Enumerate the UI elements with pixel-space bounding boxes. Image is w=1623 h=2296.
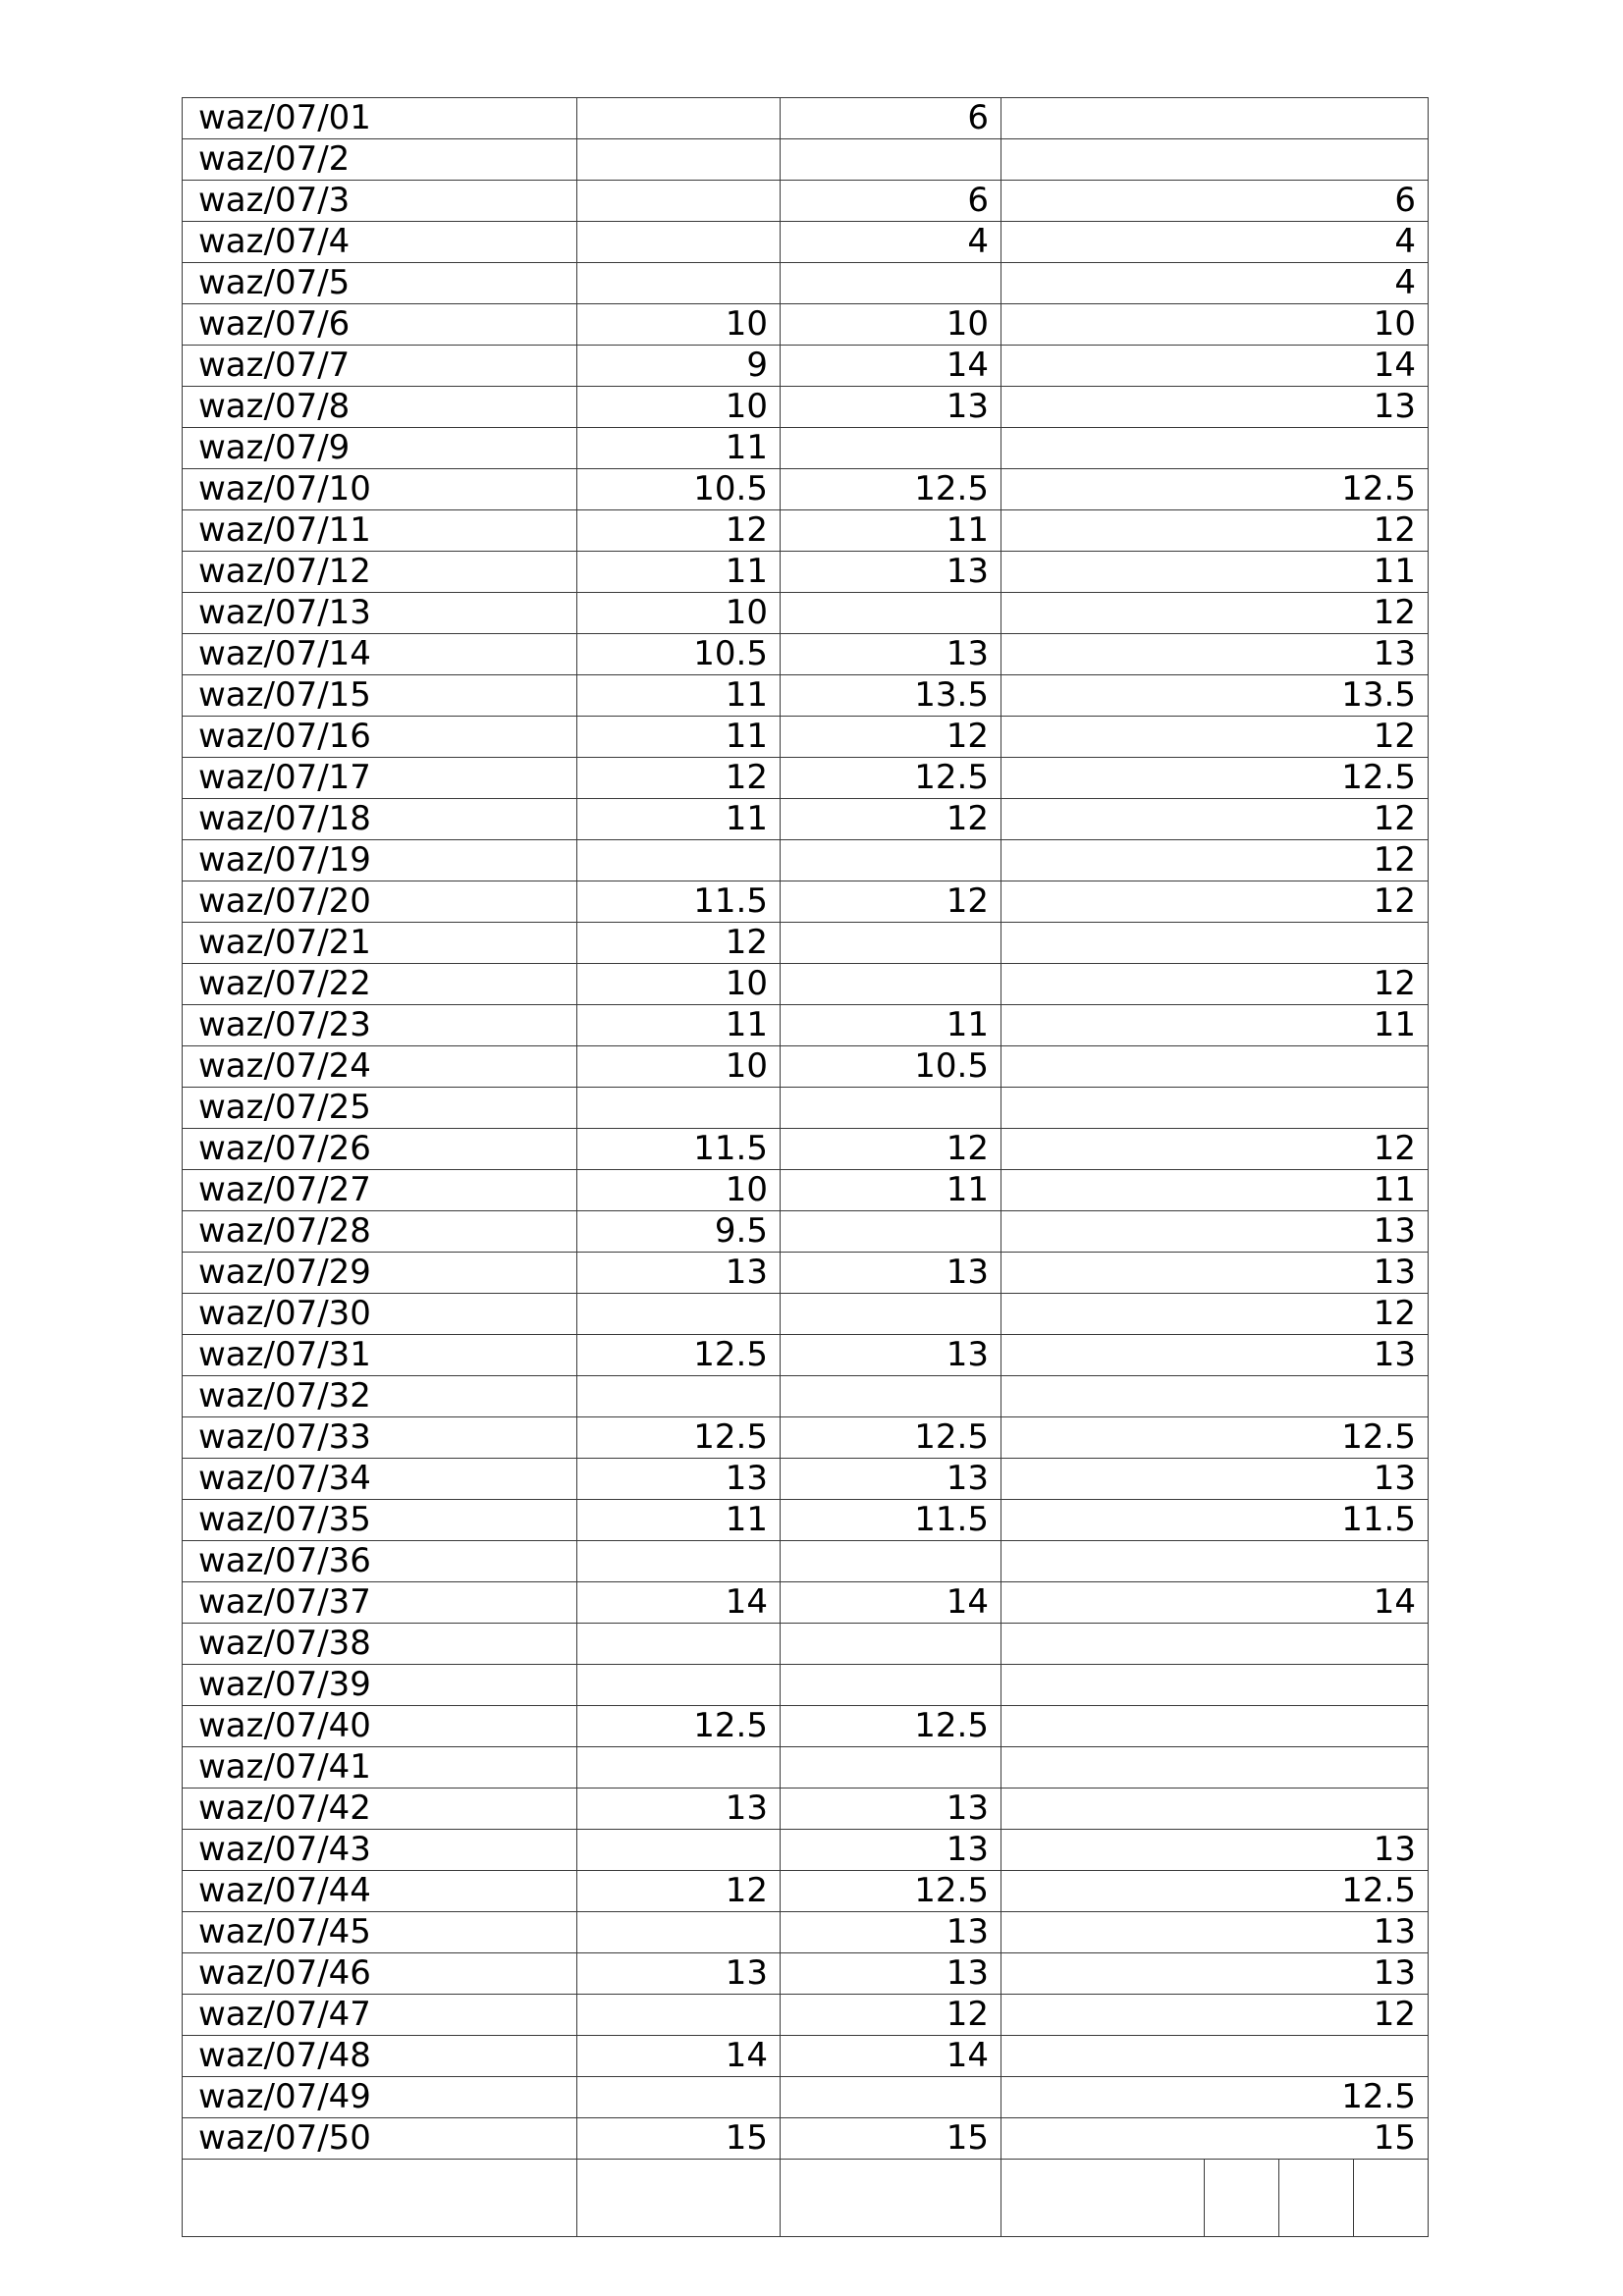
value-c-cell: 12 [1001,1995,1429,2036]
value-b-cell: 12 [781,717,1001,758]
row-id-cell: waz/07/17 [183,758,577,799]
value-c-cell [1001,923,1429,964]
value-a-cell: 11 [577,1005,781,1046]
value-a-cell [577,840,781,881]
row-id-cell: waz/07/39 [183,1665,577,1706]
row-id-cell: waz/07/20 [183,881,577,923]
value-b-cell [781,1211,1001,1253]
value-b-cell [781,923,1001,964]
table-row [183,222,1429,263]
value-c-cell [1001,139,1429,181]
table-row [183,1624,1429,1665]
value-a-cell: 9.5 [577,1211,781,1253]
value-a-cell: 11 [577,428,781,469]
footer-sub-cell [1204,2160,1278,2236]
row-id-cell: waz/07/49 [183,2077,577,2118]
value-a-cell: 13 [577,1953,781,1995]
value-a-cell: 11 [577,552,781,593]
table-row [183,1088,1429,1129]
value-a-cell: 13 [577,1789,781,1830]
row-id-cell: waz/07/42 [183,1789,577,1830]
value-b-cell [781,1088,1001,1129]
table-row [183,1871,1429,1912]
table-row [183,304,1429,346]
table-row [183,1665,1429,1706]
row-id-cell: waz/07/14 [183,634,577,675]
row-id-cell: waz/07/48 [183,2036,577,2077]
value-c-cell: 12 [1001,510,1429,552]
value-c-cell: 14 [1001,346,1429,387]
row-id-cell: waz/07/29 [183,1253,577,1294]
table-row [183,1211,1429,1253]
table-row [183,1747,1429,1789]
row-id-cell: waz/07/46 [183,1953,577,1995]
row-id-cell: waz/07/30 [183,1294,577,1335]
table-row [183,263,1429,304]
row-id-cell: waz/07/35 [183,1500,577,1541]
value-a-cell [577,1624,781,1665]
row-id-cell: waz/07/5 [183,263,577,304]
value-c-cell: 4 [1001,222,1429,263]
value-a-cell: 10 [577,387,781,428]
table-row [183,717,1429,758]
row-id-cell: waz/07/4 [183,222,577,263]
value-a-cell [577,263,781,304]
row-id-cell: waz/07/7 [183,346,577,387]
value-c-cell: 14 [1001,1582,1429,1624]
row-id-cell: waz/07/01 [183,98,577,139]
footer-cell-c [1001,2160,1429,2237]
value-c-cell [1001,1046,1429,1088]
value-a-cell: 15 [577,2118,781,2160]
value-b-cell: 12 [781,1995,1001,2036]
table-row [183,1335,1429,1376]
value-b-cell: 13 [781,634,1001,675]
value-a-cell: 12 [577,510,781,552]
row-id-cell: waz/07/31 [183,1335,577,1376]
table-row [183,799,1429,840]
row-id-cell: waz/07/22 [183,964,577,1005]
value-a-cell: 13 [577,1459,781,1500]
table-row [183,1046,1429,1088]
value-b-cell [781,1624,1001,1665]
table-row [183,1459,1429,1500]
table-row [183,510,1429,552]
value-c-cell: 11 [1001,1170,1429,1211]
table-row [183,1005,1429,1046]
value-c-cell: 12 [1001,881,1429,923]
value-c-cell: 12.5 [1001,1417,1429,1459]
value-b-cell: 13 [781,1953,1001,1995]
value-b-cell: 12.5 [781,469,1001,510]
table-row [183,1706,1429,1747]
value-b-cell [781,1747,1001,1789]
value-b-cell: 13 [781,1459,1001,1500]
value-b-cell [781,263,1001,304]
table-row [183,139,1429,181]
table-row [183,1582,1429,1624]
value-c-cell: 12.5 [1001,1871,1429,1912]
value-c-cell: 12 [1001,1294,1429,1335]
row-id-cell: waz/07/21 [183,923,577,964]
table-row [183,552,1429,593]
value-a-cell: 10.5 [577,469,781,510]
value-b-cell: 13 [781,1789,1001,1830]
row-id-cell: waz/07/13 [183,593,577,634]
value-b-cell: 14 [781,2036,1001,2077]
row-id-cell: waz/07/16 [183,717,577,758]
value-b-cell: 12 [781,881,1001,923]
value-c-cell: 4 [1001,263,1429,304]
value-b-cell: 13 [781,1830,1001,1871]
value-a-cell [577,1541,781,1582]
value-b-cell: 12 [781,799,1001,840]
value-b-cell: 12.5 [781,1871,1001,1912]
value-a-cell: 14 [577,2036,781,2077]
value-b-cell [781,428,1001,469]
table-row [183,2036,1429,2077]
row-id-cell: waz/07/44 [183,1871,577,1912]
value-c-cell [1001,1789,1429,1830]
value-c-cell: 12 [1001,593,1429,634]
value-a-cell [577,1665,781,1706]
value-c-cell: 13 [1001,1335,1429,1376]
table-row [183,469,1429,510]
value-b-cell: 13 [781,1335,1001,1376]
value-c-cell: 13 [1001,634,1429,675]
footer-cell-a [577,2160,781,2237]
footer-sub-cell [1353,2160,1428,2236]
value-b-cell: 12.5 [781,1417,1001,1459]
value-a-cell: 10 [577,1170,781,1211]
value-c-cell: 10 [1001,304,1429,346]
table-row [183,1253,1429,1294]
table-row [183,964,1429,1005]
table-row [183,1170,1429,1211]
value-a-cell: 12.5 [577,1335,781,1376]
row-id-cell: waz/07/28 [183,1211,577,1253]
table-row [183,923,1429,964]
value-c-cell: 13 [1001,1459,1429,1500]
value-c-cell: 13 [1001,1253,1429,1294]
value-b-cell: 12.5 [781,758,1001,799]
row-id-cell: waz/07/34 [183,1459,577,1500]
table-row [183,593,1429,634]
value-a-cell: 10 [577,964,781,1005]
table-row [183,1789,1429,1830]
value-c-cell: 12 [1001,717,1429,758]
table-row [183,675,1429,717]
value-b-cell [781,1294,1001,1335]
value-c-cell: 12 [1001,964,1429,1005]
row-id-cell: waz/07/3 [183,181,577,222]
table-row [183,1129,1429,1170]
value-b-cell: 13 [781,387,1001,428]
value-c-cell: 13 [1001,1211,1429,1253]
value-a-cell: 12.5 [577,1706,781,1747]
value-a-cell [577,2077,781,2118]
table-row [183,428,1429,469]
row-id-cell: waz/07/33 [183,1417,577,1459]
footer-cell-b [781,2160,1001,2237]
value-a-cell: 12 [577,923,781,964]
value-b-cell: 12.5 [781,1706,1001,1747]
value-c-cell [1001,1088,1429,1129]
row-id-cell: waz/07/19 [183,840,577,881]
value-b-cell: 6 [781,181,1001,222]
value-b-cell [781,964,1001,1005]
value-a-cell [577,222,781,263]
row-id-cell: waz/07/6 [183,304,577,346]
value-b-cell: 11.5 [781,1500,1001,1541]
value-c-cell: 13.5 [1001,675,1429,717]
table-row [183,840,1429,881]
value-b-cell [781,1665,1001,1706]
table-row [183,181,1429,222]
value-c-cell: 12.5 [1001,2077,1429,2118]
footer-cell-id [183,2160,577,2237]
table-row [183,1830,1429,1871]
value-b-cell: 13.5 [781,675,1001,717]
value-a-cell [577,139,781,181]
table-row [183,1953,1429,1995]
value-a-cell: 9 [577,346,781,387]
value-c-cell: 12 [1001,1129,1429,1170]
row-id-cell: waz/07/43 [183,1830,577,1871]
value-c-cell [1001,1706,1429,1747]
row-id-cell: waz/07/8 [183,387,577,428]
value-c-cell [1001,1541,1429,1582]
table-row [183,1294,1429,1335]
value-a-cell: 11.5 [577,881,781,923]
value-b-cell: 11 [781,510,1001,552]
row-id-cell: waz/07/11 [183,510,577,552]
value-b-cell: 13 [781,552,1001,593]
row-id-cell: waz/07/23 [183,1005,577,1046]
value-b-cell: 10 [781,304,1001,346]
row-id-cell: waz/07/25 [183,1088,577,1129]
value-c-cell [1001,1747,1429,1789]
value-c-cell: 13 [1001,387,1429,428]
value-a-cell [577,98,781,139]
row-id-cell: waz/07/15 [183,675,577,717]
value-b-cell: 12 [781,1129,1001,1170]
value-c-cell: 6 [1001,181,1429,222]
row-id-cell: waz/07/47 [183,1995,577,2036]
data-table [182,97,1429,2237]
value-a-cell: 11 [577,1500,781,1541]
table-row [183,1912,1429,1953]
table-row [183,2077,1429,2118]
table-row [183,1541,1429,1582]
value-c-cell: 12.5 [1001,469,1429,510]
value-c-cell: 12 [1001,799,1429,840]
table-body [183,98,1429,2160]
value-c-cell [1001,1624,1429,1665]
row-id-cell: waz/07/41 [183,1747,577,1789]
value-b-cell [781,1376,1001,1417]
row-id-cell: waz/07/37 [183,1582,577,1624]
value-b-cell [781,593,1001,634]
footer-sub-cell [1001,2160,1204,2236]
value-a-cell [577,1912,781,1953]
value-b-cell [781,2077,1001,2118]
value-a-cell: 13 [577,1253,781,1294]
value-a-cell: 10 [577,1046,781,1088]
row-id-cell: waz/07/18 [183,799,577,840]
row-id-cell: waz/07/2 [183,139,577,181]
value-a-cell: 10 [577,593,781,634]
value-b-cell: 14 [781,1582,1001,1624]
value-a-cell [577,1995,781,2036]
value-b-cell [781,1541,1001,1582]
value-b-cell: 6 [781,98,1001,139]
value-b-cell: 13 [781,1912,1001,1953]
value-c-cell [1001,1665,1429,1706]
value-a-cell [577,1376,781,1417]
value-a-cell: 14 [577,1582,781,1624]
row-id-cell: waz/07/45 [183,1912,577,1953]
value-b-cell: 11 [781,1005,1001,1046]
table-row [183,387,1429,428]
value-a-cell: 12 [577,758,781,799]
table-row [183,881,1429,923]
value-b-cell: 14 [781,346,1001,387]
row-id-cell: waz/07/50 [183,2118,577,2160]
table-row [183,758,1429,799]
table-row [183,1500,1429,1541]
row-id-cell: waz/07/9 [183,428,577,469]
table-row [183,1376,1429,1417]
value-c-cell: 11 [1001,1005,1429,1046]
value-a-cell: 10 [577,304,781,346]
value-b-cell: 10.5 [781,1046,1001,1088]
value-c-cell: 11.5 [1001,1500,1429,1541]
value-c-cell [1001,428,1429,469]
table-footer-row [183,2160,1429,2237]
value-a-cell: 11 [577,675,781,717]
row-id-cell: waz/07/26 [183,1129,577,1170]
row-id-cell: waz/07/27 [183,1170,577,1211]
value-c-cell: 13 [1001,1830,1429,1871]
row-id-cell: waz/07/32 [183,1376,577,1417]
value-c-cell: 15 [1001,2118,1429,2160]
value-a-cell: 11 [577,799,781,840]
value-a-cell [577,1088,781,1129]
value-b-cell [781,840,1001,881]
value-a-cell: 10.5 [577,634,781,675]
value-b-cell: 13 [781,1253,1001,1294]
table-row [183,634,1429,675]
row-id-cell: waz/07/10 [183,469,577,510]
value-c-cell [1001,98,1429,139]
value-c-cell: 12 [1001,840,1429,881]
value-b-cell: 4 [781,222,1001,263]
row-id-cell: waz/07/36 [183,1541,577,1582]
value-a-cell [577,1294,781,1335]
value-c-cell [1001,1376,1429,1417]
value-a-cell [577,1830,781,1871]
value-a-cell: 12.5 [577,1417,781,1459]
value-c-cell: 11 [1001,552,1429,593]
value-b-cell [781,139,1001,181]
value-a-cell: 11.5 [577,1129,781,1170]
row-id-cell: waz/07/38 [183,1624,577,1665]
table-row [183,1995,1429,2036]
value-c-cell [1001,2036,1429,2077]
value-a-cell: 11 [577,717,781,758]
value-c-cell: 12.5 [1001,758,1429,799]
table-row [183,346,1429,387]
footer-sub-cell [1278,2160,1353,2236]
value-a-cell [577,181,781,222]
row-id-cell: waz/07/12 [183,552,577,593]
table-row [183,2118,1429,2160]
value-a-cell: 12 [577,1871,781,1912]
row-id-cell: waz/07/40 [183,1706,577,1747]
value-b-cell: 11 [781,1170,1001,1211]
table-row [183,98,1429,139]
value-a-cell [577,1747,781,1789]
value-c-cell: 13 [1001,1953,1429,1995]
footer-subdivisions [1001,2160,1428,2236]
value-b-cell: 15 [781,2118,1001,2160]
row-id-cell: waz/07/24 [183,1046,577,1088]
value-c-cell: 13 [1001,1912,1429,1953]
table-row [183,1417,1429,1459]
